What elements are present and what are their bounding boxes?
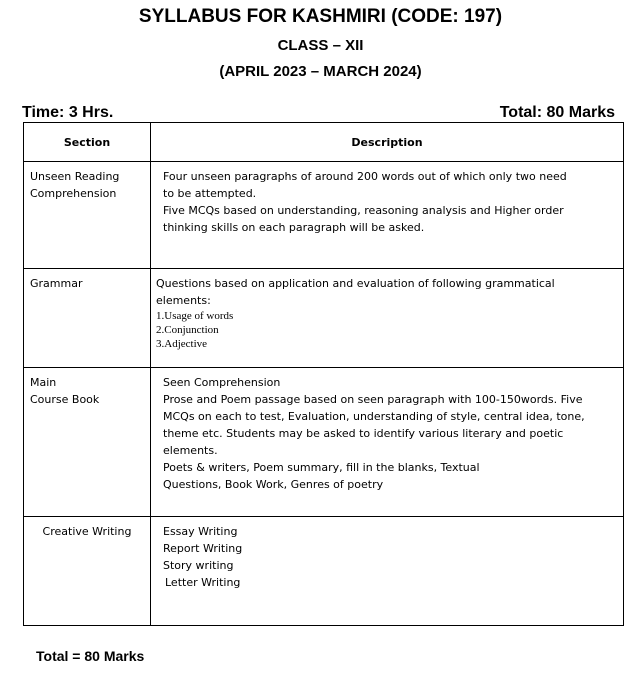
section-cell: [24, 162, 151, 269]
section-label: Unseen Reading: [30, 170, 120, 183]
description-cell: [151, 368, 624, 517]
description-cell: [151, 269, 624, 368]
document-title: SYLLABUS FOR KASHMIRI (CODE: 197): [138, 6, 503, 27]
time-label: Time: 3 Hrs.: [22, 104, 114, 121]
session-period: (APRIL 2023 – MARCH 2024): [219, 63, 422, 80]
class-heading: CLASS – XII: [277, 37, 364, 54]
syllabus-table: [23, 122, 624, 626]
table-header-row: [24, 123, 624, 162]
description-cell: [151, 162, 624, 269]
description-line: to be attempted.: [163, 187, 257, 200]
description-line: elements.: [163, 444, 218, 457]
description-line: thinking skills on each paragraph will be asked.: [163, 221, 425, 234]
section-label: Grammar: [30, 277, 83, 290]
section-cell: [24, 368, 151, 517]
description-line: elements:: [156, 294, 211, 307]
description-line: Report Writing: [163, 542, 243, 555]
section-cell: [24, 269, 151, 368]
description-line: Questions, Book Work, Genres of poetry: [163, 478, 384, 491]
section-label: Course Book: [30, 393, 100, 406]
footer-total: Total = 80 Marks: [36, 648, 145, 664]
description-cell: [151, 517, 624, 626]
description-line: MCQs on each to test, Evaluation, understanding of style, central idea, tone,: [163, 410, 585, 423]
section-cell: [24, 517, 151, 626]
description-line: Letter Writing: [165, 576, 241, 589]
description-line: Questions based on application and evaluation of following grammatical: [156, 277, 555, 290]
table-row: [24, 368, 624, 517]
description-line: Story writing: [163, 559, 234, 572]
section-label: Comprehension: [30, 187, 117, 200]
description-line: Poets & writers, Poem summary, fill in the blanks, Textual: [163, 461, 480, 474]
table-row: [24, 269, 624, 368]
total-marks-label: Total: 80 Marks: [499, 104, 615, 121]
header-description: Description: [151, 123, 624, 162]
grammar-item: 3.Adjective: [156, 338, 208, 350]
description-line: Four unseen paragraphs of around 200 words out of which only two need: [163, 170, 567, 183]
grammar-item: 2.Conjunction: [156, 324, 219, 336]
table-row: [24, 162, 624, 269]
section-label: Main: [30, 376, 57, 389]
header-section: Section: [24, 123, 151, 162]
section-label: Creative Writing: [42, 525, 132, 538]
description-line: Five MCQs based on understanding, reasoning analysis and Higher order: [163, 204, 564, 217]
description-line: Prose and Poem passage based on seen paragraph with 100-150words. Five: [163, 393, 583, 406]
table-row: [24, 517, 624, 626]
description-line: Essay Writing: [163, 525, 238, 538]
description-line: theme etc. Students may be asked to identify various literary and poetic: [163, 427, 564, 440]
description-line: Seen Comprehension: [163, 376, 281, 389]
grammar-item: 1.Usage of words: [156, 310, 234, 322]
